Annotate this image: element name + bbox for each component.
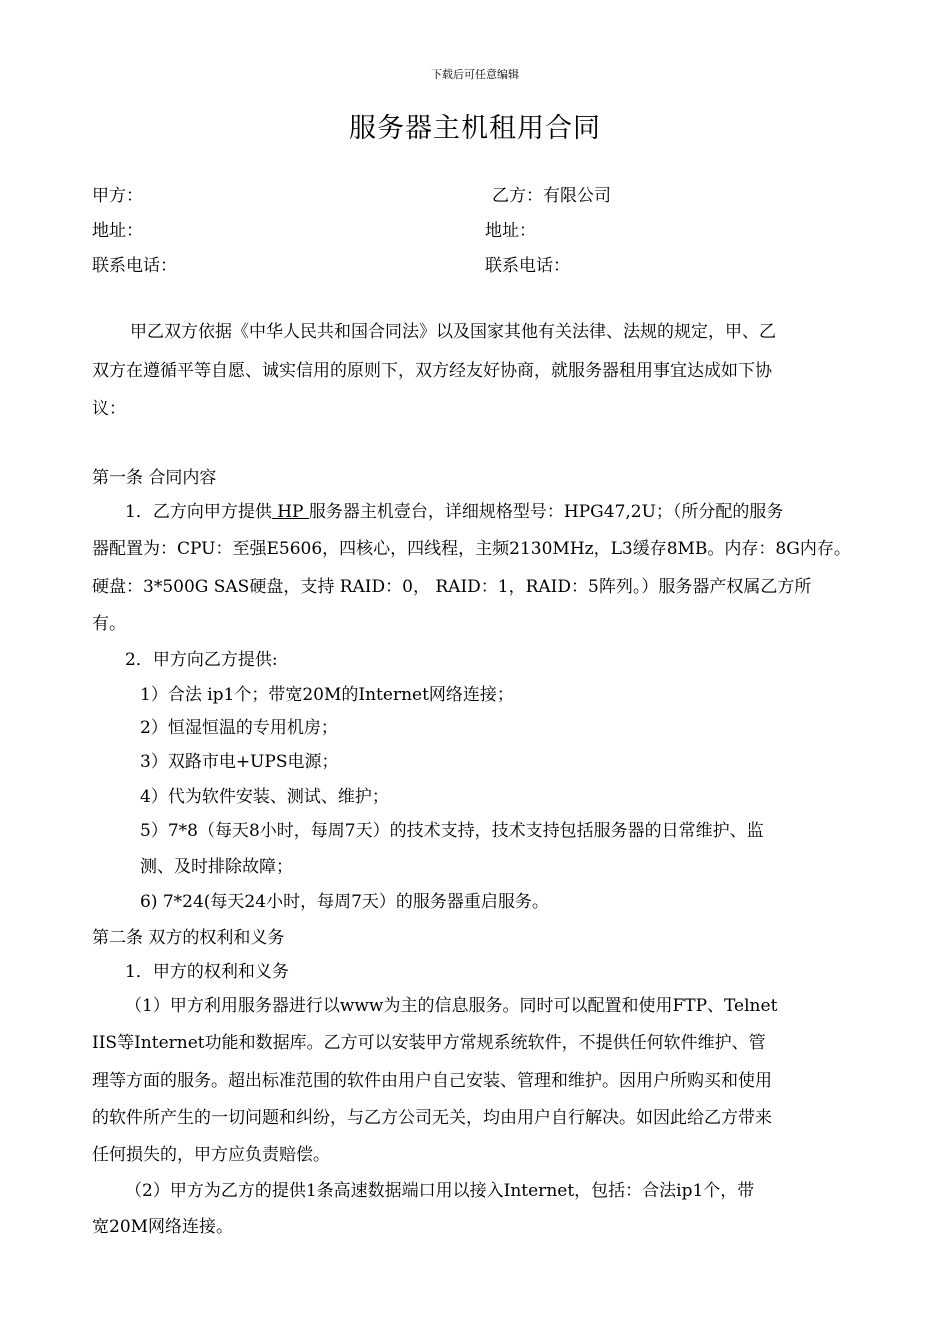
article1-item1: [125, 500, 900, 524]
article2-para2-line: （2）甲方为乙方的提供1条高速数据端口用以接入Internet，包括：合法ip1个，带: [125, 1181, 755, 1201]
preamble-line: 双方在遵循平等自愿、诚实信用的原则下，双方经友好协商，就服务器租用事宜达成如下协: [92, 361, 772, 381]
article1-heading: 第一条 合同内容: [92, 468, 217, 488]
article2-para1-line: IIS等Internet功能和数据库。乙方可以安装甲方常规系统软件，不提供任何软件维护、管: [92, 1033, 766, 1053]
preamble-line: 甲乙双方依据《中华人民共和国合同法》以及国家其他有关法律、法规的规定，甲、乙: [130, 322, 776, 342]
subitem: 2）恒湿恒温的专用机房；: [140, 718, 338, 738]
contract-title: 服务器主机租用合同: [349, 113, 601, 144]
article1-item1-line: 器配置为：CPU：至强E5606，四核心，四线程，主频2130MHz，L3缓存8MB。内存：8G内存。: [92, 539, 851, 559]
subitem: 6) 7*24(每天24小时，每周7天）的服务器重启服务。: [140, 892, 549, 912]
article1-item1-line: 硬盘：3*500G SAS硬盘，支持 RAID：0， RAID：1，RAID：5阵列。）服务器产权属乙方所: [92, 577, 812, 597]
item1-prefix: 1．乙方向甲方提供: [125, 502, 272, 522]
subitem: 3）双路市电+UPS电源；: [140, 752, 339, 772]
phone-b: 联系电话：: [485, 256, 570, 276]
party-a-label: 甲方：: [92, 186, 143, 206]
party-b-label: 乙方：有限公司: [492, 186, 611, 206]
item1-rest: 服务器主机壹台，详细规格型号：HPG47,2U；（所分配的服务: [308, 502, 784, 522]
subitem: 4）代为软件安装、测试、维护；: [140, 787, 389, 807]
article2-para1-line: 理等方面的服务。超出标准范围的软件由用户自己安装、管理和维护。因用户所购买和使用: [92, 1071, 772, 1091]
address-a: 地址：: [92, 221, 143, 241]
article2-para2-line: 宽20M网络连接。: [92, 1217, 234, 1237]
preamble-line: 议：: [92, 399, 126, 419]
subitem: 1）合法 ip1个；带宽20M的Internet网络连接；: [140, 685, 514, 705]
subitem: 测、及时排除故障；: [140, 857, 293, 877]
article2-sub1: 1．甲方的权利和义务: [125, 962, 289, 982]
article1-item1-line: 有。: [92, 614, 126, 634]
article1-item2: 2．甲方向乙方提供:: [125, 650, 278, 670]
article2-para1-line: 任何损失的，甲方应负责赔偿。: [92, 1145, 330, 1165]
subitem: 5）7*8（每天8小时，每周7天）的技术支持，技术支持包括服务器的日常维护、监: [140, 821, 764, 841]
address-b: 地址：: [485, 221, 536, 241]
item1-brand: HP: [271, 502, 309, 522]
article2-para1-line: （1）甲方利用服务器进行以www为主的信息服务。同时可以配置和使用FTP、Telnet: [125, 996, 778, 1016]
header-note: 下载后可任意编辑: [431, 68, 519, 81]
article2-para1-line: 的软件所产生的一切问题和纠纷，与乙方公司无关，均由用户自行解决。如因此给乙方带来: [92, 1108, 772, 1128]
article2-heading: 第二条 双方的权利和义务: [92, 928, 285, 948]
phone-a: 联系电话：: [92, 256, 177, 276]
